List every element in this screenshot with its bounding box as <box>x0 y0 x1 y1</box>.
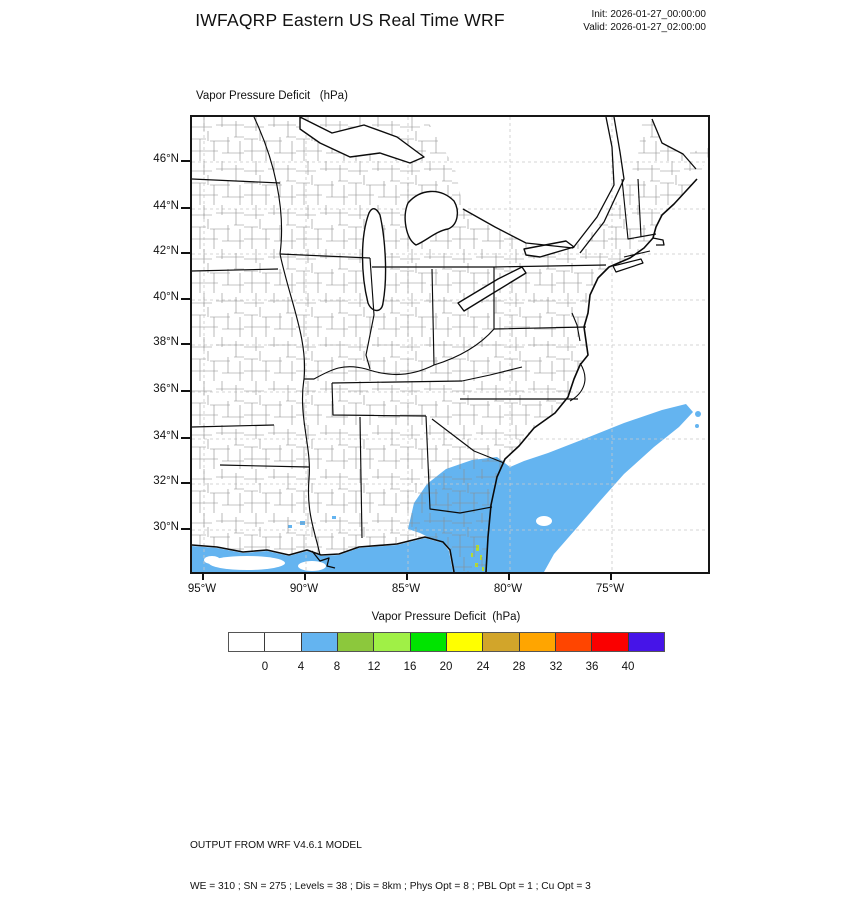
lon-label: 80°W <box>493 583 523 595</box>
colorbar-tick-label: 0 <box>261 661 269 673</box>
colorbar-tick-label: 24 <box>476 661 490 673</box>
colorbar-tick-label: 36 <box>585 661 599 673</box>
lat-tick <box>181 343 190 345</box>
lon-label: 75°W <box>595 583 625 595</box>
colorbar-swatch <box>229 633 265 651</box>
lat-tick <box>181 298 190 300</box>
colorbar-tick-label: 28 <box>512 661 526 673</box>
lon-tick <box>610 572 612 580</box>
colorbar-swatch <box>265 633 301 651</box>
colorbar-tick-label: 12 <box>367 661 381 673</box>
lat-tick <box>181 207 190 209</box>
colorbar-swatch <box>592 633 628 651</box>
colorbar-tick-label: 4 <box>297 661 305 673</box>
colorbar-swatch <box>411 633 447 651</box>
lat-label: 36°N <box>153 383 179 395</box>
lon-tick <box>508 572 510 580</box>
lat-label: 32°N <box>153 475 179 487</box>
colorbar-tick-label: 40 <box>621 661 635 673</box>
lat-label: 30°N <box>153 521 179 533</box>
colorbar-swatch <box>520 633 556 651</box>
colorbar-swatch <box>483 633 519 651</box>
run-timestamps <box>430 8 706 34</box>
page-title: IWFAQRP Eastern US Real Time WRF <box>195 10 505 30</box>
colorbar <box>228 632 665 652</box>
lat-tick <box>181 437 190 439</box>
colorbar-swatch <box>302 633 338 651</box>
lat-label: 34°N <box>153 430 179 442</box>
colorbar-swatch <box>629 633 664 651</box>
lat-tick <box>181 390 190 392</box>
colorbar-swatch <box>556 633 592 651</box>
colorbar-swatch <box>338 633 374 651</box>
lon-tick <box>202 572 204 580</box>
colorbar-swatch <box>374 633 410 651</box>
model-info-line2: WE = 310 ; SN = 275 ; Levels = 38 ; Dis = 8km ; Phys Opt = 8 ; PBL Opt = 1 ; Cu Opt = 3 <box>190 880 591 892</box>
lat-tick <box>181 482 190 484</box>
lon-label: 90°W <box>289 583 319 595</box>
map-panel-title: Vapor Pressure Deficit (hPa) <box>196 90 348 102</box>
lon-label: 95°W <box>187 583 217 595</box>
map-canvas <box>190 115 710 574</box>
colorbar-tick-label: 8 <box>333 661 341 673</box>
colorbar-title: Vapor Pressure Deficit (hPa) <box>371 611 521 623</box>
lat-label: 44°N <box>153 200 179 212</box>
lat-tick <box>181 252 190 254</box>
lat-label: 40°N <box>153 291 179 303</box>
lat-label: 46°N <box>153 153 179 165</box>
lat-tick <box>181 528 190 530</box>
colorbar-swatch <box>447 633 483 651</box>
colorbar-tick-label: 32 <box>549 661 563 673</box>
wrf-map <box>192 117 708 572</box>
lat-tick <box>181 160 190 162</box>
lon-tick <box>304 572 306 580</box>
lon-tick <box>406 572 408 580</box>
colorbar-tick-label: 16 <box>403 661 417 673</box>
init-timestamp: Init: 2026-01-27_00:00:00 <box>591 9 706 20</box>
colorbar-tick-label: 20 <box>439 661 453 673</box>
valid-timestamp: Valid: 2026-01-27_02:00:00 <box>583 22 706 33</box>
model-info <box>190 812 591 907</box>
lat-label: 42°N <box>153 245 179 257</box>
lat-label: 38°N <box>153 336 179 348</box>
model-info-line1: OUTPUT FROM WRF V4.6.1 MODEL <box>190 840 362 851</box>
lon-label: 85°W <box>391 583 421 595</box>
